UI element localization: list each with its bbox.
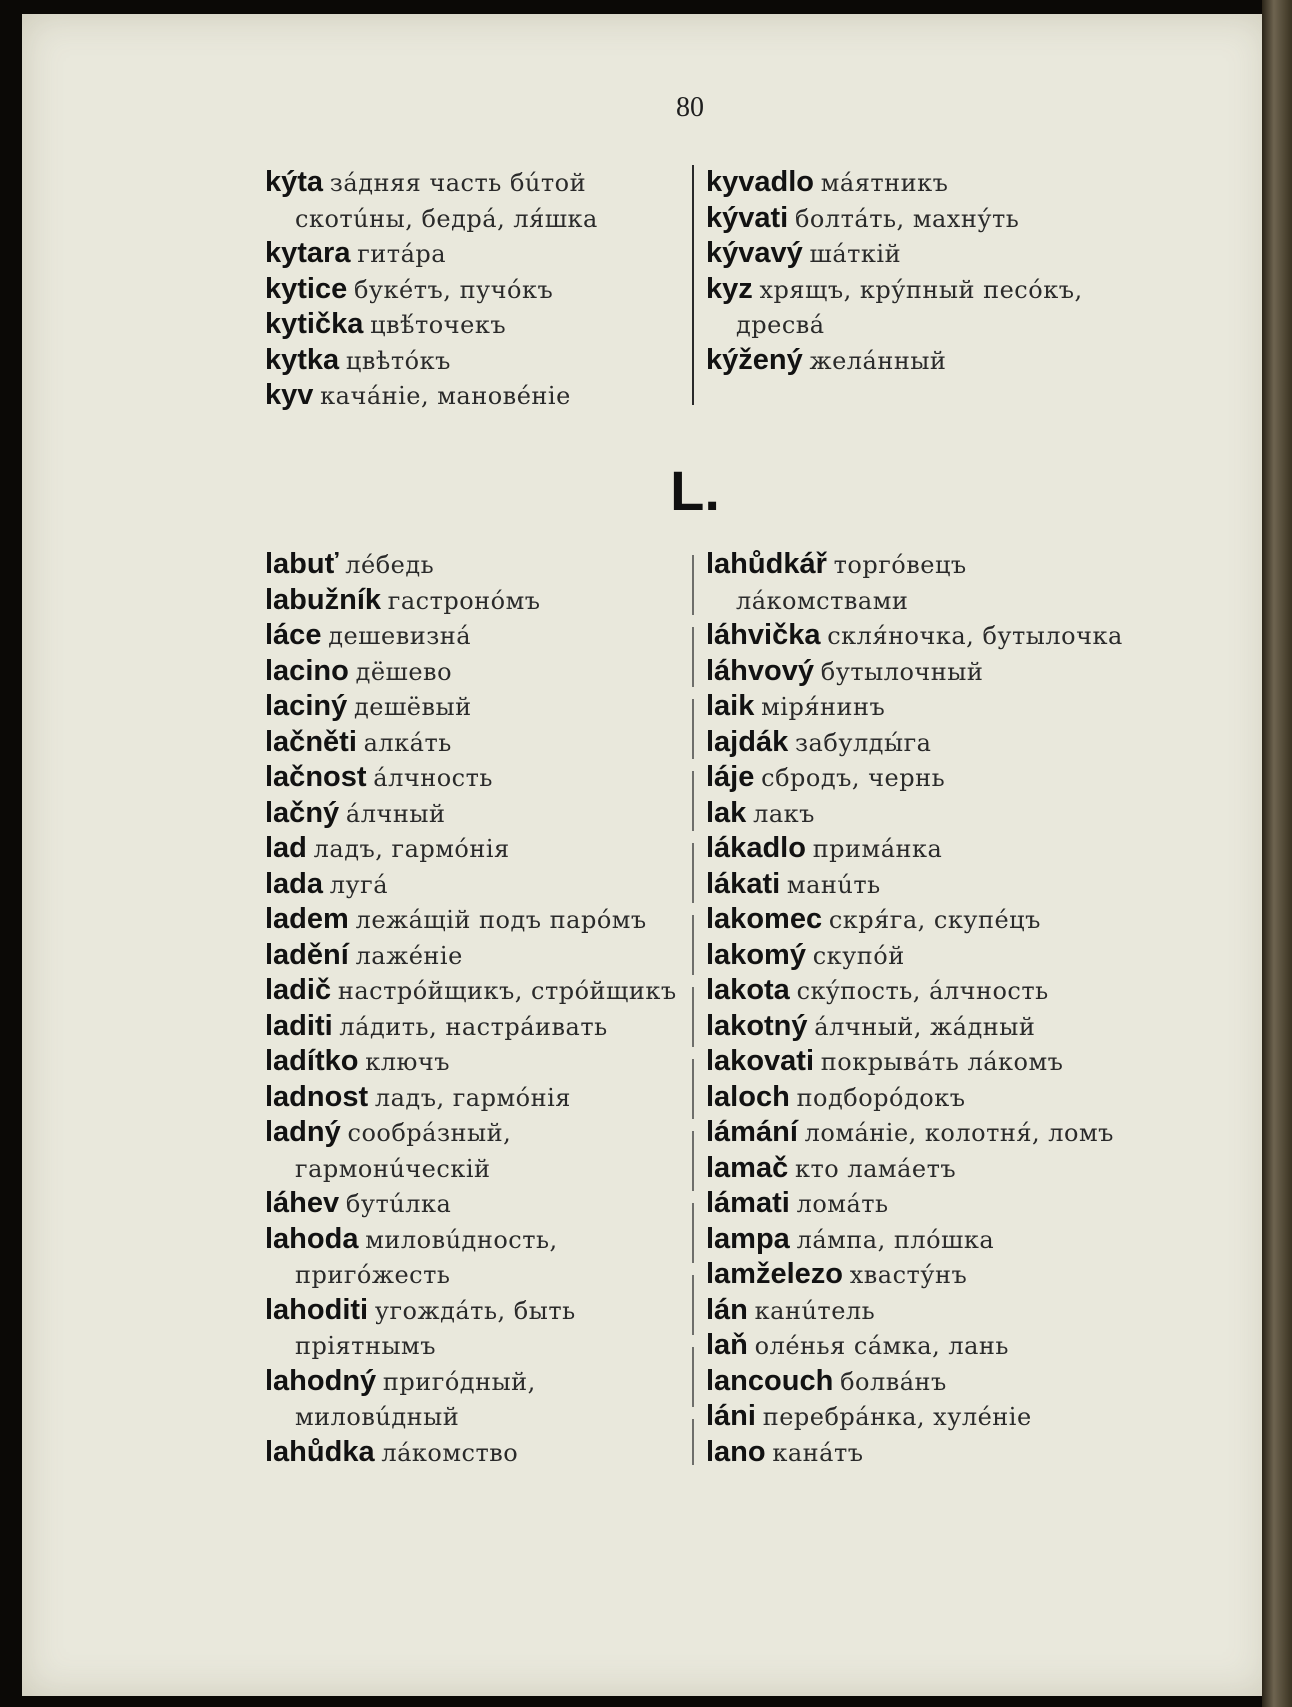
entry-headword: lámati xyxy=(706,1187,790,1219)
entry-headword: lahodný xyxy=(265,1364,377,1397)
dictionary-entry xyxy=(265,725,680,761)
entry-definition: алкáть xyxy=(363,728,452,757)
entry-headword: lajdák xyxy=(706,725,789,758)
entry-headword: ladnost xyxy=(265,1080,369,1113)
dictionary-entry xyxy=(265,938,680,974)
dictionary-entry xyxy=(706,165,1126,201)
dictionary-entry xyxy=(265,902,680,938)
dictionary-entry xyxy=(265,1435,680,1471)
dictionary-entry xyxy=(706,973,1126,1009)
entry-headword: labuť xyxy=(265,548,339,580)
entry-headword: kyv xyxy=(265,379,314,411)
dictionary-entry xyxy=(265,1044,680,1080)
entry-headword: ladem xyxy=(265,903,349,935)
entry-definition: скря́га, скупéцъ xyxy=(828,906,1041,934)
entry-definition: мáятникъ xyxy=(820,169,949,197)
entry-definition: торгóвецъ лáкомствами xyxy=(736,551,967,615)
dictionary-entry xyxy=(706,1293,1126,1329)
entry-definition: ключъ xyxy=(365,1048,450,1076)
entry-definition: лугá xyxy=(329,870,389,899)
entry-definition: настрóйщикъ, стрóйщикъ xyxy=(337,977,677,1005)
entry-headword: láni xyxy=(706,1400,756,1432)
dictionary-entry xyxy=(706,1186,1126,1222)
entry-headword: kývavý xyxy=(706,237,803,269)
entry-definition: миловúдность, пригóжесть xyxy=(295,1225,558,1289)
column-divider-top xyxy=(692,165,694,405)
entry-definition: подборóдокъ xyxy=(796,1083,966,1112)
dictionary-entry xyxy=(706,1044,1126,1080)
dictionary-entry xyxy=(265,272,680,308)
entry-headword: lancouch xyxy=(706,1364,834,1397)
entry-headword: lahůdkář xyxy=(706,548,827,580)
entry-headword: lákati xyxy=(706,867,781,900)
dictionary-entry xyxy=(265,307,680,343)
entry-headword: láhvový xyxy=(706,654,814,687)
entry-definition: манúть xyxy=(786,870,881,899)
entry-definition: цвѣ́точекъ xyxy=(370,311,507,339)
entry-headword: lačnost xyxy=(265,761,367,793)
entry-definition: лажéніе xyxy=(355,941,463,970)
entry-headword: láhvička xyxy=(706,619,821,651)
dictionary-entry xyxy=(706,689,1126,725)
dictionary-entry xyxy=(265,796,680,832)
dictionary-entry xyxy=(265,689,680,725)
entry-headword: lán xyxy=(706,1293,748,1326)
entry-headword: lamač xyxy=(706,1151,789,1184)
entries-bottom-right xyxy=(706,547,1126,1470)
entry-definition: кто ламáетъ xyxy=(794,1154,957,1183)
dictionary-entry xyxy=(265,547,680,583)
entry-definition: олéнья сáмка, лань xyxy=(754,1332,1009,1360)
dictionary-entry xyxy=(265,1222,680,1293)
entry-headword: kytice xyxy=(265,272,348,305)
dictionary-entry xyxy=(706,618,1126,654)
entry-definition: скýпость, áлчность xyxy=(796,977,1049,1005)
entry-headword: lákadlo xyxy=(706,832,806,864)
entry-headword: láce xyxy=(265,619,322,651)
entry-definition: ладъ, гармóнія xyxy=(374,1083,571,1112)
entry-definition: лáкомство xyxy=(381,1438,519,1467)
dictionary-entry xyxy=(265,1186,680,1222)
entry-definition: угождáть, быть пріятнымъ xyxy=(295,1296,576,1360)
dictionary-entry xyxy=(706,343,1126,379)
entry-headword: laciný xyxy=(265,690,348,722)
entry-definition: áлчный, жáдный xyxy=(814,1012,1036,1041)
dictionary-entry xyxy=(265,1115,680,1186)
dictionary-entry xyxy=(706,1328,1126,1364)
entry-headword: kytara xyxy=(265,237,351,269)
entry-headword: ladič xyxy=(265,974,332,1006)
entry-definition: гастронóмъ xyxy=(387,586,541,615)
entry-headword: lačněti xyxy=(265,725,357,758)
dictionary-entry xyxy=(265,1080,680,1116)
entry-headword: ladítko xyxy=(265,1045,359,1077)
entry-definition: сообрáзный, гармонúческій xyxy=(295,1119,512,1183)
entry-headword: kytka xyxy=(265,343,340,376)
dictionary-entry xyxy=(706,938,1126,974)
dictionary-entry xyxy=(265,973,680,1009)
page-number: 80 xyxy=(676,92,704,123)
entry-headword: lakomec xyxy=(706,903,823,935)
entry-definition: áлчный xyxy=(345,799,446,828)
entry-definition: болтáть, махну́ть xyxy=(794,204,1020,233)
dictionary-entry xyxy=(706,547,1126,618)
entry-definition: ладъ, гармóнія xyxy=(313,835,510,863)
entry-headword: ladný xyxy=(265,1116,341,1148)
dictionary-entry xyxy=(706,760,1126,796)
dictionary-entry xyxy=(265,165,680,236)
entry-definition: желáнный xyxy=(809,346,947,375)
entry-headword: lakotný xyxy=(706,1009,808,1042)
entries-top-left xyxy=(265,165,680,414)
entry-headword: lano xyxy=(706,1435,766,1468)
dictionary-entry xyxy=(265,1009,680,1045)
entry-definition: міря́нинъ xyxy=(761,693,886,721)
entry-headword: lad xyxy=(265,832,307,864)
entry-headword: lahůdka xyxy=(265,1435,375,1468)
entry-definition: бутúлка xyxy=(345,1190,452,1218)
entry-definition: покрывáть лáкомъ xyxy=(820,1048,1064,1076)
entry-definition: забулды́га xyxy=(794,728,932,757)
entry-definition: букéтъ, пучóкъ xyxy=(353,275,554,304)
entry-definition: лéбедь xyxy=(345,551,435,579)
entry-headword: lakovati xyxy=(706,1045,814,1077)
dictionary-entry xyxy=(265,378,680,414)
dictionary-entry xyxy=(706,236,1126,272)
entries-bottom-left xyxy=(265,547,680,1470)
entry-headword: lahoda xyxy=(265,1222,359,1255)
entry-headword: lada xyxy=(265,867,324,900)
entry-headword: labužník xyxy=(265,583,382,616)
entry-definition: качáніе, мановéніе xyxy=(320,382,571,410)
entry-definition: скля́ночка, бутылочка xyxy=(827,622,1123,650)
dictionary-entry xyxy=(706,272,1126,343)
entry-headword: laik xyxy=(706,690,755,722)
entry-headword: kývati xyxy=(706,201,789,234)
dictionary-entry xyxy=(265,760,680,796)
entry-definition: дёшево xyxy=(355,657,453,686)
dictionary-entry xyxy=(265,1293,680,1364)
entry-headword: lakomý xyxy=(706,938,806,971)
dictionary-entry xyxy=(706,867,1126,903)
entry-headword: lakota xyxy=(706,974,790,1006)
dictionary-entry xyxy=(706,725,1126,761)
entry-headword: ladění xyxy=(265,938,349,971)
entry-headword: lačný xyxy=(265,796,340,829)
entry-definition: áлчность xyxy=(373,764,493,792)
entry-definition: хрящъ, кру́пный песóкъ, дресвá xyxy=(736,275,1083,339)
dictionary-entry xyxy=(265,236,680,272)
entry-headword: láhev xyxy=(265,1187,340,1219)
entry-definition: канáтъ xyxy=(772,1438,864,1467)
entry-definition: шáткій xyxy=(809,240,902,268)
entry-headword: kýta xyxy=(265,166,324,198)
dictionary-entry xyxy=(265,1364,680,1435)
entry-definition: лежáщій подъ парóмъ xyxy=(355,906,647,934)
entry-headword: lámání xyxy=(706,1116,798,1148)
entry-definition: перебрáнка, хулéніе xyxy=(762,1403,1032,1431)
entry-definition: канúтель xyxy=(754,1296,876,1325)
column-divider-bottom xyxy=(692,555,694,1465)
entry-definition: хвасту́нъ xyxy=(849,1261,968,1289)
dictionary-entry xyxy=(706,1399,1126,1435)
dictionary-entry xyxy=(706,1080,1126,1116)
section-heading: L. xyxy=(670,459,720,522)
dictionary-entry xyxy=(706,1257,1126,1293)
entry-headword: laň xyxy=(706,1329,748,1361)
entry-headword: lahoditi xyxy=(265,1293,369,1326)
dictionary-entry xyxy=(706,1009,1126,1045)
entry-definition: ломáть xyxy=(796,1190,889,1218)
entry-definition: зáдняя часть бúтой скотúны, бедрá, ля́шка xyxy=(295,169,598,233)
entry-headword: láje xyxy=(706,761,755,793)
dictionary-entry xyxy=(706,654,1126,690)
entry-definition: дешёвый xyxy=(353,693,472,721)
dictionary-entry xyxy=(706,201,1126,237)
dictionary-entry xyxy=(265,831,680,867)
dictionary-entry xyxy=(706,1364,1126,1400)
entry-headword: laditi xyxy=(265,1009,333,1042)
entry-definition: ломáніе, колотня́, ломъ xyxy=(804,1119,1114,1147)
entry-headword: kyz xyxy=(706,272,753,305)
entry-definition: лакъ xyxy=(753,799,815,828)
entry-headword: lacino xyxy=(265,654,349,687)
entry-headword: kýžený xyxy=(706,343,803,376)
dictionary-entry xyxy=(265,867,680,903)
entry-headword: laloch xyxy=(706,1080,790,1113)
entry-definition: цвѣтóкъ xyxy=(345,346,451,375)
book-spine xyxy=(1262,0,1292,1707)
entry-definition: бутылочный xyxy=(820,657,984,686)
dictionary-entry xyxy=(706,1115,1126,1151)
dictionary-entry xyxy=(706,1435,1126,1471)
entry-headword: lamželezo xyxy=(706,1258,843,1290)
entries-top-right xyxy=(706,165,1126,378)
entry-definition: гитáра xyxy=(357,240,447,268)
dictionary-entry xyxy=(265,618,680,654)
dictionary-entry xyxy=(706,902,1126,938)
entry-definition: скупóй xyxy=(812,941,905,970)
entry-definition: пригóдный, миловúдный xyxy=(295,1367,536,1431)
dictionary-entry xyxy=(265,583,680,619)
entry-definition: дешевизнá xyxy=(328,622,472,650)
entry-headword: kytička xyxy=(265,308,364,340)
entry-headword: lampa xyxy=(706,1222,790,1255)
entry-definition: примáнка xyxy=(812,835,943,863)
dictionary-entry xyxy=(706,1151,1126,1187)
entry-headword: kyvadlo xyxy=(706,166,814,198)
dictionary-entry xyxy=(706,796,1126,832)
entry-definition: лáмпа, плóшка xyxy=(796,1225,995,1254)
dictionary-entry xyxy=(706,1222,1126,1258)
dictionary-entry xyxy=(265,343,680,379)
entry-definition: сбродъ, чернь xyxy=(761,764,946,792)
dictionary-entry xyxy=(706,831,1126,867)
entry-definition: болвáнъ xyxy=(840,1367,947,1396)
entry-definition: лáдить, настрáивать xyxy=(339,1012,608,1041)
dictionary-entry xyxy=(265,654,680,690)
entry-headword: lak xyxy=(706,796,747,829)
